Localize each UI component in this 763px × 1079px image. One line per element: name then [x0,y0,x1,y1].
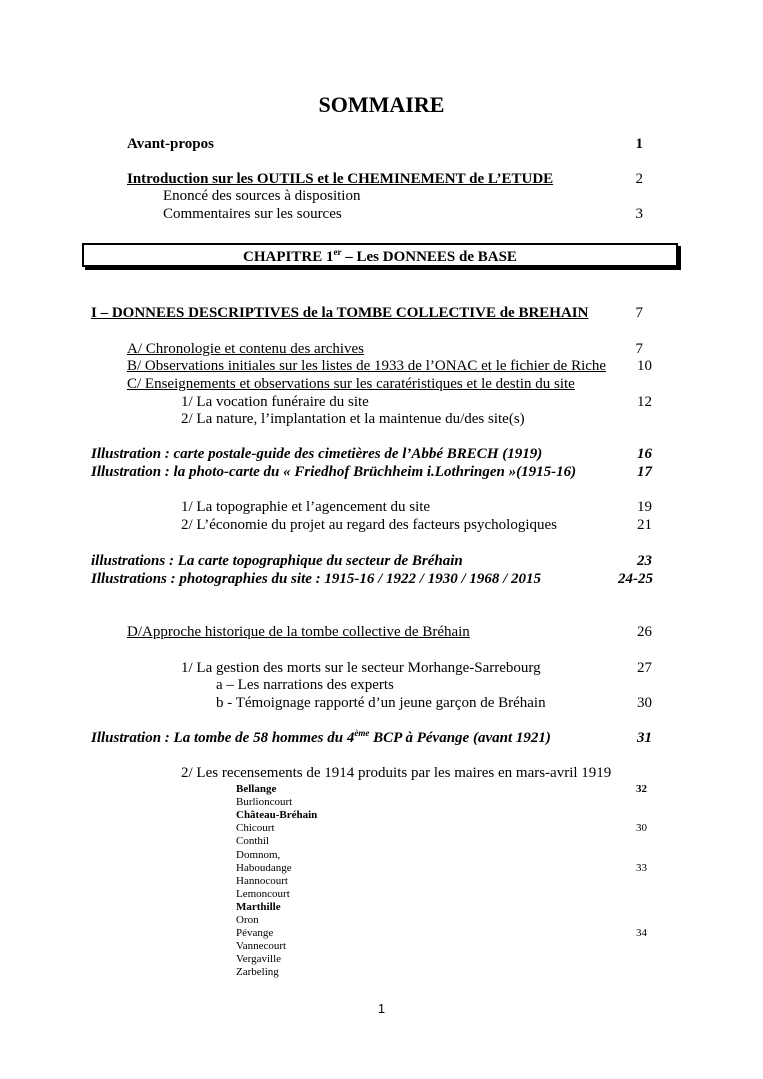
village-name: Zarbeling [236,966,279,979]
illustration-5-suffix: BCP à Pévange (avant 1921) [369,730,551,746]
toc-c2-label: 2/ La nature, l’implantation et la maintenue du/des site(s) [181,411,525,427]
village-name: Vergaville [236,953,282,966]
toc-d1-label: 1/ La gestion des morts sur le secteur Morhange-Sarrebourg [181,660,541,676]
village-name: Domnom, [236,848,281,861]
toc-d1-page: 27 [637,660,652,676]
toc-sub-b-page: 10 [637,358,652,374]
toc-c1-label: 1/ La vocation funéraire du site [181,394,369,410]
toc-avant-propos-label: Avant-propos [127,136,214,152]
toc-c1b-page: 19 [637,499,652,515]
page-title: SOMMAIRE [318,92,445,117]
village-name: Burlioncourt [236,796,293,809]
toc-illustration-1-label: Illustration : carte postale-guide des cimetières de l’Abbé BRECH (1919) [91,446,543,462]
chapter-suffix: – Les DONNEES de BASE [341,249,517,265]
chapter-prefix: CHAPITRE 1 [243,249,334,265]
toc-introduction-label: Introduction sur les OUTILS et le CHEMINEMENT de L’ETUDE [127,171,554,187]
village-name: Château-Bréhain [236,809,318,822]
toc-illustration-1-page: 16 [637,446,652,462]
village-name: Hannocourt [236,874,288,887]
toc-c2b-label: 2/ L’économie du projet au regard des facteurs psychologiques [181,517,557,533]
toc-section-i-label: I – DONNEES DESCRIPTIVES de la TOMBE COLLECTIVE de BREHAIN [91,305,589,321]
toc-d1b-label: b - Témoignage rapporté d’un jeune garçon de Bréhain [216,695,546,711]
toc-c2b-page: 21 [637,517,652,533]
chapter-heading [84,249,676,266]
toc-avant-propos-page: 1 [635,136,643,152]
village-page: 32 [636,783,647,795]
chapter-sup: er [333,247,342,257]
toc-c1b-label: 1/ La topographie et l’agencement du site [181,499,431,515]
toc-sub-a-label: A/ Chronologie et contenu des archives [127,341,365,357]
village-name: Oron [236,914,259,926]
toc-commentaires-page: 3 [635,206,643,222]
toc-illustration-2-page: 17 [637,464,652,480]
village-name: Marthille [236,900,281,913]
toc-sub-c-label: C/ Enseignements et observations sur les caratéristiques et le destin du site [127,376,575,392]
toc-illustration-3-page: 23 [637,553,652,569]
illustration-5-prefix: Illustration : La tombe de 58 hommes du 4 [91,730,355,746]
village-name: Pévange [236,927,274,940]
toc-illustration-2-label: Illustration : la photo-carte du « Friedhof Brüchheim i.Lothringen »(1915-16) [91,464,577,480]
toc-d1a-label: a – Les narrations des experts [216,677,394,693]
toc-illustration-5-page: 31 [637,730,652,746]
toc-sub-a-page: 7 [635,341,643,357]
toc-sub-b-label: B/ Observations initiales sur les listes de 1933 de l’ONAC et le fichier de Riche [127,358,607,374]
toc-illustration-3-label: illustrations : La carte topographique du secteur de Bréhain [91,553,463,569]
toc-illustration-5-label [91,728,551,746]
village-name: Lemoncourt [236,887,290,900]
village-page: 34 [636,927,647,940]
village-name: Vannecourt [236,940,287,953]
page-number: 1 [377,1001,386,1016]
toc-illustration-4-label: Illustrations : photographies du site : 1915-16 / 1922 / 1930 / 1968 / 2015 [91,571,542,587]
toc-d2-label: 2/ Les recensements de 1914 produits par les maires en mars-avril 1919 [181,765,612,781]
toc-illustration-4-page: 24-25 [618,571,653,587]
toc-introduction-page: 2 [635,171,643,187]
village-page: 33 [636,861,647,874]
toc-c1-page: 12 [637,394,652,410]
village-name: Conthil [236,835,270,848]
village-page: 30 [636,822,647,835]
toc-sub-d-label: D/Approche historique de la tombe collective de Bréhain [127,624,470,640]
village-name: Bellange [236,783,277,795]
village-name: Haboudange [236,861,292,874]
village-name: Chicourt [236,822,275,835]
toc-commentaires-label: Commentaires sur les sources [163,206,342,222]
illustration-5-sup: ème [354,728,370,738]
toc-enonce-label: Enoncé des sources à disposition [163,188,361,204]
toc-d1b-page: 30 [637,695,652,711]
toc-sub-d-page: 26 [637,624,652,640]
chapter-heading-box [82,243,678,267]
toc-section-i-page: 7 [635,305,643,321]
